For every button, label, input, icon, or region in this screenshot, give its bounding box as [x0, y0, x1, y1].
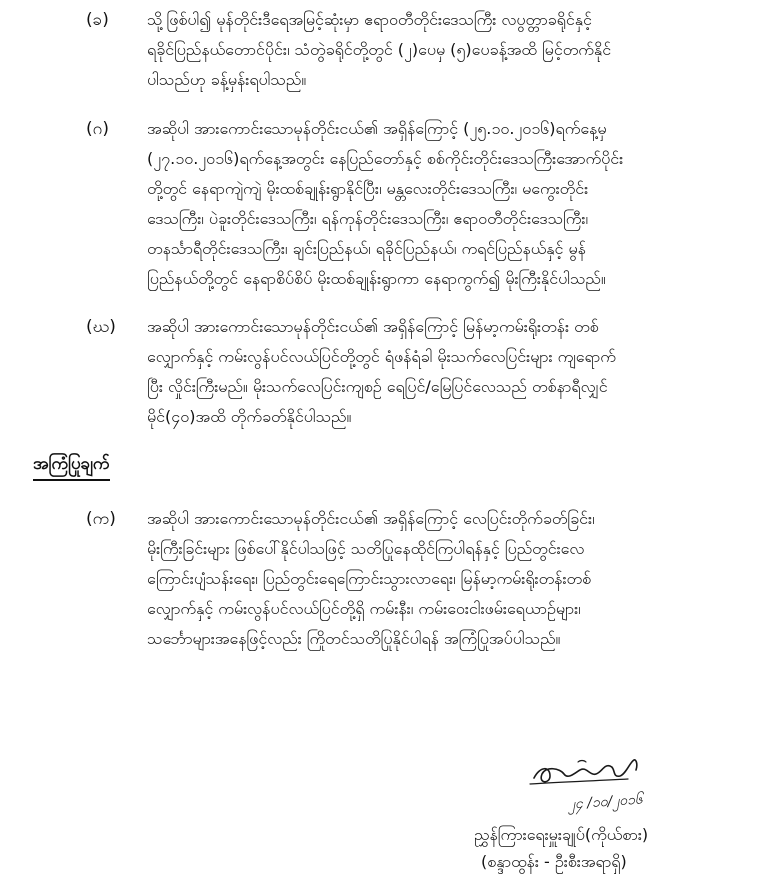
paragraph-line: လျှောက်နှင့် ကမ်းလွန်ပင်လယ်ပြင်တို့ရှိ ကမ်းနီး၊ ကမ်းဝေးငါးဖမ်းရေယာဉ်များ၊	[147, 599, 581, 618]
paragraph-line: တနင်္သာရီတိုင်းဒေသကြီး၊ ချင်းပြည်နယ်၊ ရခိုင်ပြည်နယ်၊ ကရင်ပြည်နယ်နှင့် မွန်	[147, 239, 586, 258]
paragraph-line: အဆိုပါ အားကောင်းသောမုန်တိုင်းငယ်၏ အရှိန်ကြောင့် မြန်မာ့ကမ်းရိုးတန်း တစ်	[147, 317, 599, 336]
advice-heading: အကြံပြုချက်	[33, 450, 110, 481]
paragraph-line: တို့တွင် နေရာကျဲကျဲ မိုးထစ်ချုန်းရွာနိုင်ပြီး၊ မန္တလေးတိုင်းဒေသကြီး၊ မကွေးတိုင်း	[147, 179, 589, 198]
paragraph-label: (ဂ)	[86, 119, 109, 139]
paragraph-line: အဆိုပါ အားကောင်းသောမုန်တိုင်းငယ်၏ အရှိန်ကြောင့် (၂၅.၁၀.၂၀၁၆)ရက်နေ့မှ	[147, 119, 607, 138]
signature-date: ၂၄ /၁၀/၂၀၁၆	[567, 791, 644, 813]
signer-title: ညွှန်ကြားရေးမှူးချုပ်(ကိုယ်စား)	[474, 825, 649, 844]
paragraph-line: ပြီး လှိုင်းကြီးမည်။ မိုးသက်လေပြင်းကျစဉ် ရေပြင်/မြေပြင်လေသည် တစ်နာရီလျှင်	[147, 377, 608, 396]
signer-name: (စန္ဒာထွန်း - ဦးစီးအရာရှိ)	[481, 852, 627, 871]
paragraph-line: မိုးကြီးခြင်းများ ဖြစ်ပေါ်နိုင်ပါသဖြင့် သတိပြုနေထိုင်ကြပါရန်နှင့် ပြည်တွင်းလေ	[147, 539, 585, 558]
paragraph-line: ဒေသကြီး၊ ပဲခူးတိုင်းဒေသကြီး၊ ရန်ကုန်တိုင်းဒေသကြီး၊ ဧရာဝတီတိုင်းဒေသကြီး၊	[147, 209, 588, 228]
paragraph-label: (ခ)	[86, 10, 109, 30]
paragraph-body	[147, 5, 757, 95]
paragraph-line: ကြောင်းပျံသန်းရေး၊ ပြည်တွင်းရေကြောင်းသွားလာရေး၊ မြန်မာ့ကမ်းရိုးတန်းတစ်	[147, 569, 592, 588]
paragraph-label: (ဃ)	[86, 317, 116, 337]
paragraph-line: (၂၇.၁၀.၂၀၁၆)ရက်နေ့အတွင်း နေပြည်တော်နှင့် စစ်ကိုင်းတိုင်းဒေသကြီးအောက်ပိုင်း	[147, 149, 624, 168]
paragraph-line: ပြည်နယ်တို့တွင် နေရာစိပ်စိပ် မိုးထစ်ချုန်းရွာကာ နေရာကွက်၍ မိုးကြီးနိုင်ပါသည်။	[147, 269, 606, 288]
paragraph-label: (က)	[86, 509, 116, 529]
paragraph-line: မိုင်(၄၀)အထိ တိုက်ခတ်နိုင်ပါသည်။	[147, 407, 352, 426]
paragraph-body	[147, 312, 757, 432]
signature-block	[520, 752, 680, 822]
handwritten-signature	[520, 752, 680, 796]
paragraph-line: သို့ဖြစ်ပါ၍ မုန်တိုင်းဒီရေအမြင့်ဆုံးမှာ ဧရာဝတီတိုင်းဒေသကြီး လပွတ္တာခရိုင်နှင့်	[147, 10, 592, 29]
paragraph-line: သင်္ဘောများအနေဖြင့်လည်း ကြိုတင်သတိပြုနိုင်ပါရန် အကြံပြုအပ်ပါသည်။	[147, 629, 561, 648]
paragraph-line: ရခိုင်ပြည်နယ်တောင်ပိုင်း၊ သံတွဲခရိုင်တို့တွင် (၂)ပေမှ (၅)ပေခန့်အထိ မြင့်တက်နိုင်	[147, 40, 612, 59]
paragraph-body	[147, 114, 757, 294]
paragraph-line: ပါသည်ဟု ခန့်မှန်းရပါသည်။	[147, 70, 307, 89]
paragraph-body	[147, 504, 757, 654]
paragraph-line: လျှောက်နှင့် ကမ်းလွန်ပင်လယ်ပြင်တို့တွင် ရံဖန်ရံခါ မိုးသက်လေပြင်းများ ကျရောက်	[147, 347, 616, 366]
paragraph-line: အဆိုပါ အားကောင်းသောမုန်တိုင်းငယ်၏ အရှိန်ကြောင့် လေပြင်းတိုက်ခတ်ခြင်း၊	[147, 509, 595, 528]
